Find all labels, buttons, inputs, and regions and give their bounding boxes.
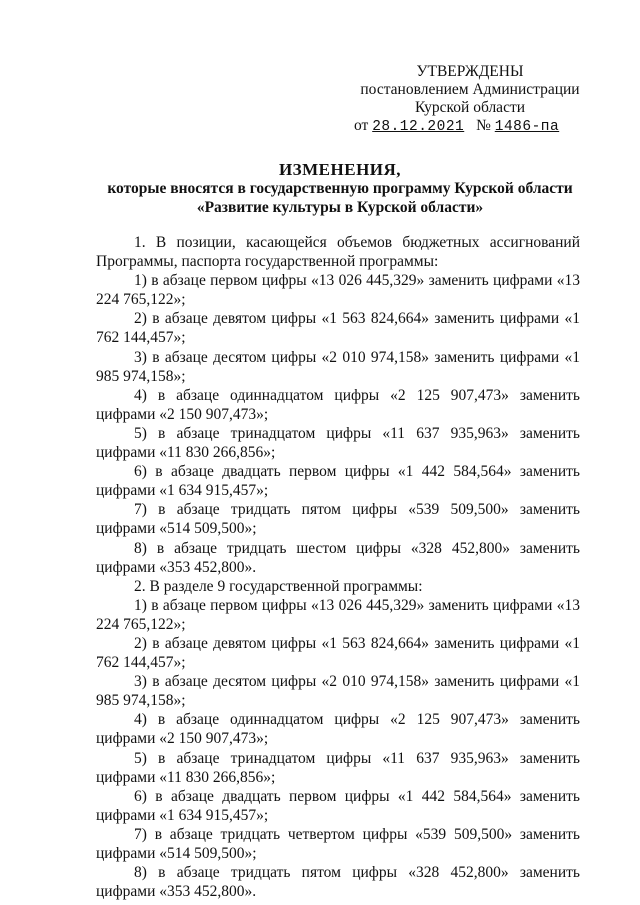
decree-date-line [340, 117, 600, 136]
section-1-item: 4) в абзаце одиннадцатом цифры «2 125 907,473» заменить цифрами «2 150 907,473»; [96, 386, 580, 423]
title-line-2: «Развитие культуры в Курской области» [196, 199, 484, 216]
from-label: от [354, 117, 369, 134]
section-1-item: 7) в абзаце тридцать пятом цифры «539 509,500» заменить цифрами «514 509,500»; [96, 501, 580, 538]
approval-stamp [340, 63, 600, 136]
title-line-1: которые вносятся в государственную программу Курской области [107, 180, 573, 197]
section-2-item: 5) в абзаце тринадцатом цифры «11 637 935,963» заменить цифрами «11 830 266,856»; [96, 749, 580, 786]
section-2-item: 3) в абзаце десятом цифры «2 010 974,158» заменить цифрами «1 985 974,158»; [96, 673, 580, 710]
section-1-item: 3) в абзаце десятом цифры «2 010 974,158» заменить цифрами «1 985 974,158»; [96, 348, 580, 385]
section-2-item: 7) в абзаце тридцать четвертом цифры «539 509,500» заменить цифрами «514 509,500»; [96, 825, 580, 862]
section-2-item: 2) в абзаце девятом цифры «1 563 824,664» заменить цифрами «1 762 144,457»; [96, 634, 580, 672]
section-2-item: 1) в абзаце первом цифры «13 026 445,329» заменить цифрами «13 224 765,122»; [96, 596, 580, 633]
number-sign: № [476, 117, 491, 134]
section-1-item: 2) в абзаце девятом цифры «1 563 824,664» заменить цифрами «1 762 144,457»; [96, 310, 580, 347]
approved-region: Курской области [414, 99, 526, 116]
section-1-item: 8) в абзаце тридцать шестом цифры «328 452,800» заменить цифрами «353 452,800». [96, 539, 580, 576]
section-1-item: 1) в абзаце первом цифры «13 026 445,329» заменить цифрами «13 224 765,122»; [96, 272, 580, 309]
title-heading: ИЗМЕНЕНИЯ, [278, 160, 402, 179]
approved-label: УТВЕРЖДЕНЫ [416, 63, 524, 80]
section-1-item: 5) в абзаце тринадцатом цифры «11 637 935,963» заменить цифрами «11 830 266,856»; [96, 424, 580, 462]
approved-by: постановлением Администрации [360, 81, 580, 98]
section-2-intro: 2. В разделе 9 государственной программы: [134, 577, 423, 595]
section-2-item: 6) в абзаце двадцать первом цифры «1 442 584,564» заменить цифрами «1 634 915,457»; [96, 787, 580, 824]
section-2-item: 4) в абзаце одиннадцатом цифры «2 125 907,473» заменить цифрами «2 150 907,473»; [96, 711, 580, 748]
document-title [60, 160, 620, 217]
section-1-item: 6) в абзаце двадцать первом цифры «1 442 584,564» заменить цифрами «1 634 915,457»; [96, 463, 580, 500]
document-body [96, 233, 580, 901]
section-1-intro: 1. В позиции, касающейся объемов бюджетных ассигнований Программы, паспорта государственной программы: [96, 234, 580, 271]
decree-number: 1486-па [494, 119, 560, 135]
decree-date: 28.12.2021 [372, 119, 465, 135]
section-2-item: 8) в абзаце тридцать пятом цифры «328 452,800» заменить цифрами «353 452,800». [96, 864, 580, 901]
